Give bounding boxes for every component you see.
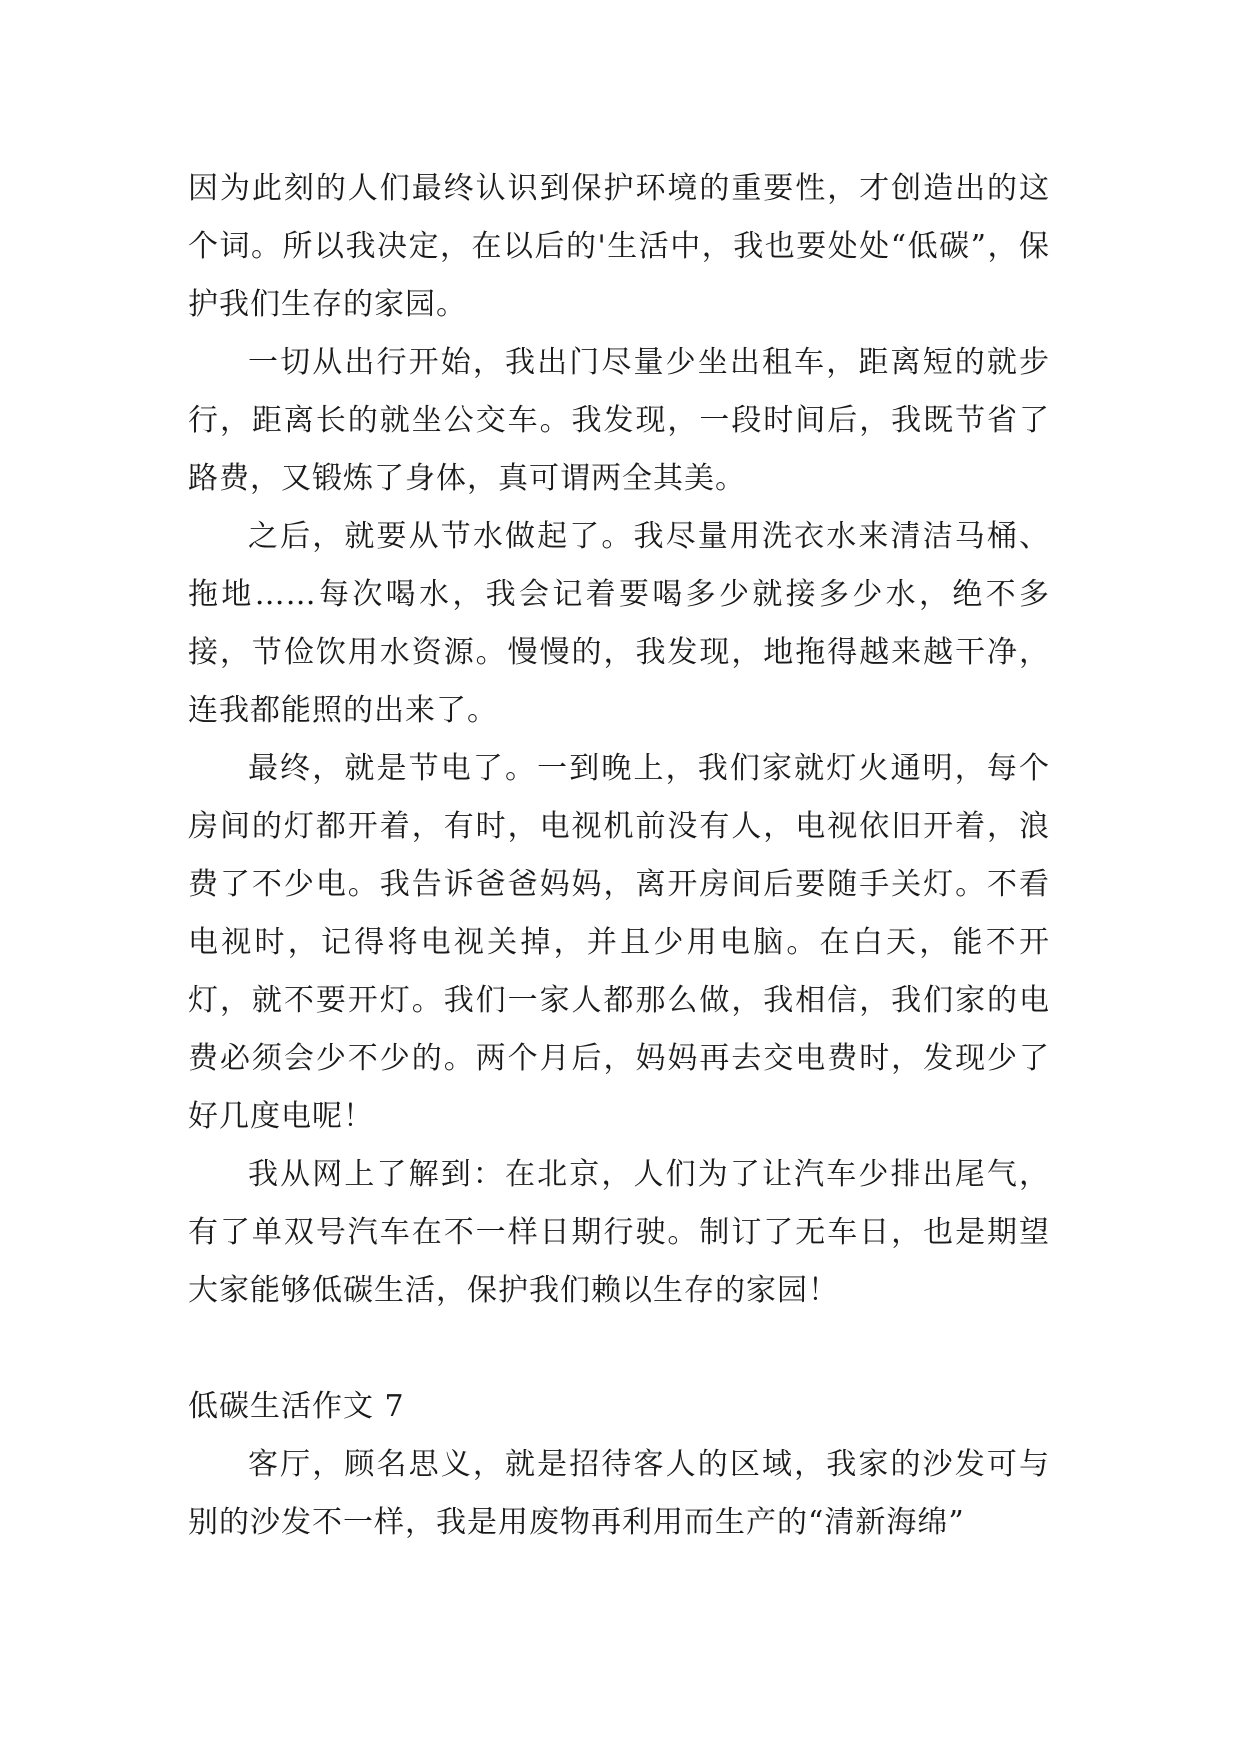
paragraph-electricity-saving: 最终，就是节电了。一到晚上，我们家就灯火通明，每个房间的灯都开着，有时，电视机前没有人，电视依旧开着，浪费了不少电。我告诉爸爸妈妈，离开房间后要随手关灯。不看电视时，记得将电视关掉，并且少用电脑。在白天，能不开灯，就不要开灯。我们一家人都那么做，我相信，我们家的电费必须会少不少的。两个月后，妈妈再去交电费时，发现少了好几度电呢！	[188, 751, 1050, 1134]
paragraph-living-room: 客厅，顾名思义，就是招待客人的区域，我家的沙发可与别的沙发不一样，我是用废物再利用而生产的“清新海绵”	[188, 1447, 1050, 1540]
paragraph-beijing: 我从网上了解到：在北京，人们为了让汽车少排出尾气，有了单双号汽车在不一样日期行驶。制订了无车日，也是期望大家能够低碳生活，保护我们赖以生存的家园！	[188, 1157, 1050, 1308]
paragraph-continuation: 因为此刻的人们最终认识到保护环境的重要性，才创造出的这个词。所以我决定，在以后的'生活中，我也要处处“低碳”，保护我们生存的家园。	[188, 171, 1050, 322]
paragraph-travel: 一切从出行开始，我出门尽量少坐出租车，距离短的就步行，距离长的就坐公交车。我发现，一段时间后，我既节省了路费，又锻炼了身体，真可谓两全其美。	[188, 345, 1050, 496]
paragraph-water-saving: 之后，就要从节水做起了。我尽量用洗衣水来清洁马桶、拖地……每次喝水，我会记着要喝多少就接多少水，绝不多接，节俭饮用水资源。慢慢的，我发现，地拖得越来越干净，连我都能照的出来了。	[188, 519, 1050, 728]
section-title: 低碳生活作文 7	[188, 1389, 405, 1424]
document-body	[188, 160, 1050, 1552]
